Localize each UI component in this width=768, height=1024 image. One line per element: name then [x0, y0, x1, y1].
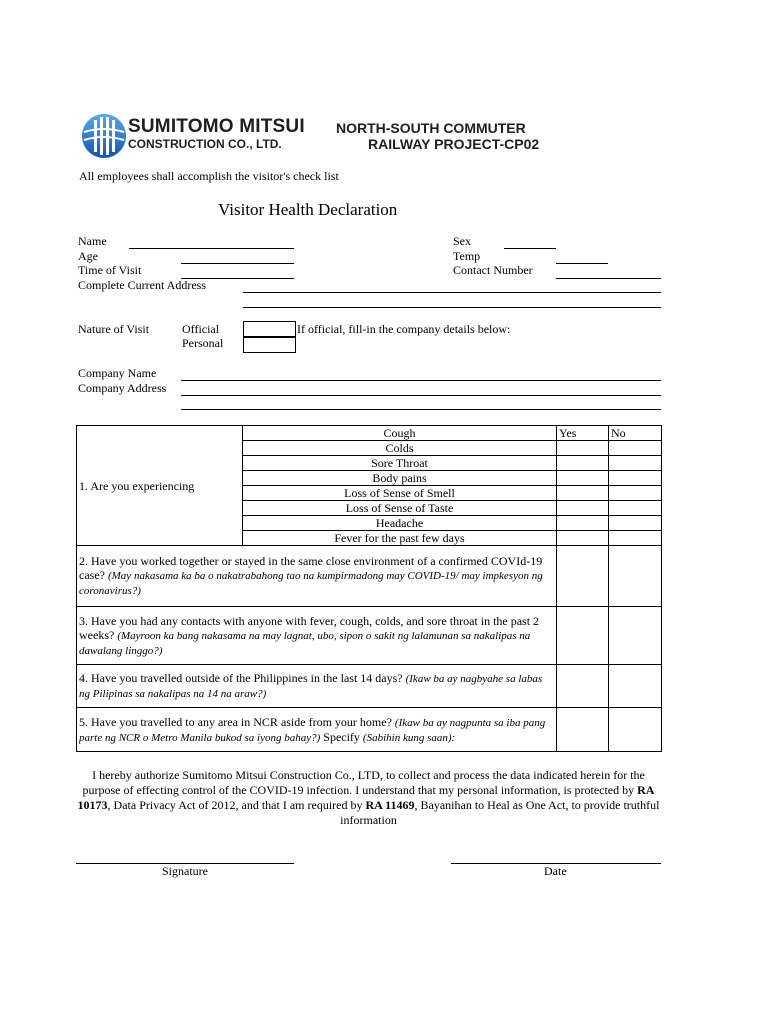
q3-text: [77, 607, 557, 665]
no-checkbox[interactable]: [609, 516, 662, 531]
sex-label: Sex: [453, 234, 471, 248]
no-checkbox[interactable]: [609, 531, 662, 546]
consent-part1: I hereby authorize Sumitomo Mitsui Construction Co., LTD, to collect and process the data indicated herein for the purpose of effecting control of the COVID-19 infection. I understand that my personal information, is protected by: [82, 768, 645, 797]
address-field-2[interactable]: [243, 307, 661, 308]
q2-no-checkbox[interactable]: [609, 546, 662, 607]
temp-field[interactable]: [556, 263, 608, 264]
q5-specify: Specify: [323, 729, 360, 744]
project-title-line1: NORTH-SOUTH COMMUTER: [336, 120, 526, 136]
q3-yes-checkbox[interactable]: [557, 607, 609, 665]
table-row: [77, 665, 662, 708]
no-checkbox[interactable]: [609, 486, 662, 501]
company-address-field-2[interactable]: [181, 409, 661, 410]
company-address-label: Company Address: [78, 381, 167, 395]
company-logo: [80, 112, 128, 160]
ra-11469: RA 11469: [365, 798, 415, 812]
yes-checkbox[interactable]: [557, 531, 609, 546]
q5-specify-tagalog: (Sabihin kung saan):: [362, 731, 456, 744]
symptom-cell: Fever for the past few days: [243, 531, 557, 546]
contact-label: Contact Number: [453, 263, 533, 277]
table-row: [77, 708, 662, 752]
yes-checkbox[interactable]: [557, 471, 609, 486]
symptom-cell: Headache: [243, 516, 557, 531]
q3-english: 3. Have you had any contacts with anyone with fever, cough, colds, and sore throat in the past 2 weeks?: [79, 613, 540, 642]
yes-header: Yes: [557, 426, 609, 441]
yes-checkbox[interactable]: [557, 501, 609, 516]
q1-text: 1. Are you experiencing: [77, 426, 243, 546]
address-label: Complete Current Address: [78, 278, 206, 292]
q2-english: 2. Have you worked together or stayed in the same close environment of a confirmed COVId-19 case?: [79, 554, 543, 582]
contact-field[interactable]: [556, 278, 661, 279]
q3-tagalog: (Mayroon ka bang nakasama na may lagnat, ubo, sipon o sakit ng lalamunan sa nakalipas na dawalang linggo?): [79, 629, 531, 657]
nature-of-visit-label: Nature of Visit: [78, 322, 150, 336]
yes-checkbox[interactable]: [557, 456, 609, 471]
temp-label: Temp: [453, 249, 481, 263]
symptom-cell: Cough: [243, 426, 557, 441]
q2-text: [77, 546, 557, 607]
q5-text: [77, 708, 557, 752]
yes-checkbox[interactable]: [557, 441, 609, 456]
company-subname: CONSTRUCTION CO., LTD.: [128, 137, 282, 151]
consent-statement: [76, 768, 661, 828]
no-checkbox[interactable]: [609, 456, 662, 471]
q3-no-checkbox[interactable]: [609, 607, 662, 665]
personal-label: Personal: [182, 336, 224, 350]
q2-yes-checkbox[interactable]: [557, 546, 609, 607]
q2-tagalog: (May nakasama ka ba o nakatrabahong tao na kumpirmadong may COVID-19/ may impkesyon ng coronavirus?): [79, 570, 543, 597]
q5-yes-checkbox[interactable]: [557, 708, 609, 752]
sex-field[interactable]: [504, 248, 556, 249]
logo-globe-icon: [80, 112, 128, 160]
consent-part2: , Data Privacy Act of 2012, and that I am required by: [107, 798, 363, 812]
company-address-field-1[interactable]: [181, 395, 661, 396]
yes-checkbox[interactable]: [557, 486, 609, 501]
symptom-cell: Colds: [243, 441, 557, 456]
time-of-visit-label: Time of Visit: [78, 263, 142, 277]
no-checkbox[interactable]: [609, 441, 662, 456]
symptom-cell: Sore Throat: [243, 456, 557, 471]
name-field[interactable]: [129, 248, 294, 249]
no-checkbox[interactable]: [609, 501, 662, 516]
project-title-line2: RAILWAY PROJECT-CP02: [368, 136, 540, 152]
instruction-text: All employees shall accomplish the visitor's check list: [79, 169, 339, 183]
yes-checkbox[interactable]: [557, 516, 609, 531]
q5-no-checkbox[interactable]: [609, 708, 662, 752]
symptom-cell: Body pains: [243, 471, 557, 486]
q4-no-checkbox[interactable]: [609, 665, 662, 708]
ra-10173: RA 10173: [77, 783, 655, 812]
age-field[interactable]: [181, 263, 294, 264]
company-name-field[interactable]: [181, 380, 661, 381]
form-title: Visitor Health Declaration: [218, 200, 398, 219]
official-note: If official, fill-in the company details below:: [297, 322, 511, 336]
age-label: Age: [78, 249, 98, 263]
q4-english: 4. Have you travelled outside of the Philippines in the last 14 days?: [79, 671, 403, 685]
symptom-cell: Loss of Sense of Smell: [243, 486, 557, 501]
table-row: [77, 546, 662, 607]
signature-label: Signature: [162, 864, 208, 878]
no-header: No: [609, 426, 662, 441]
date-label: Date: [544, 864, 567, 878]
name-label: Name: [78, 234, 107, 248]
q4-tagalog: (Ikaw ba ay nagbyahe sa labas ng Pilipinas sa nakalipas na 14 na araw?): [79, 673, 543, 700]
consent-part3: , Bayanihan to Heal as One Act, to provide truthful information: [340, 798, 660, 827]
q5-english: 5. Have you travelled to any area in NCR aside from your home?: [79, 714, 392, 729]
table-row: [77, 426, 662, 441]
official-label: Official: [182, 322, 220, 336]
health-questionnaire-table: [76, 425, 662, 752]
company-name: SUMITOMO MITSUI: [128, 116, 305, 137]
company-name-label: Company Name: [78, 366, 157, 380]
no-checkbox[interactable]: [609, 471, 662, 486]
symptom-cell: Loss of Sense of Taste: [243, 501, 557, 516]
personal-checkbox[interactable]: [243, 336, 296, 353]
q5-tagalog: (Ikaw ba ay nagpunta sa iba pang parte ng NCR o Metro Manila bukod sa iyong bahay?): [79, 716, 546, 744]
address-field-1[interactable]: [243, 292, 661, 293]
table-row: [77, 607, 662, 665]
q4-yes-checkbox[interactable]: [557, 665, 609, 708]
q4-text: [77, 665, 557, 708]
